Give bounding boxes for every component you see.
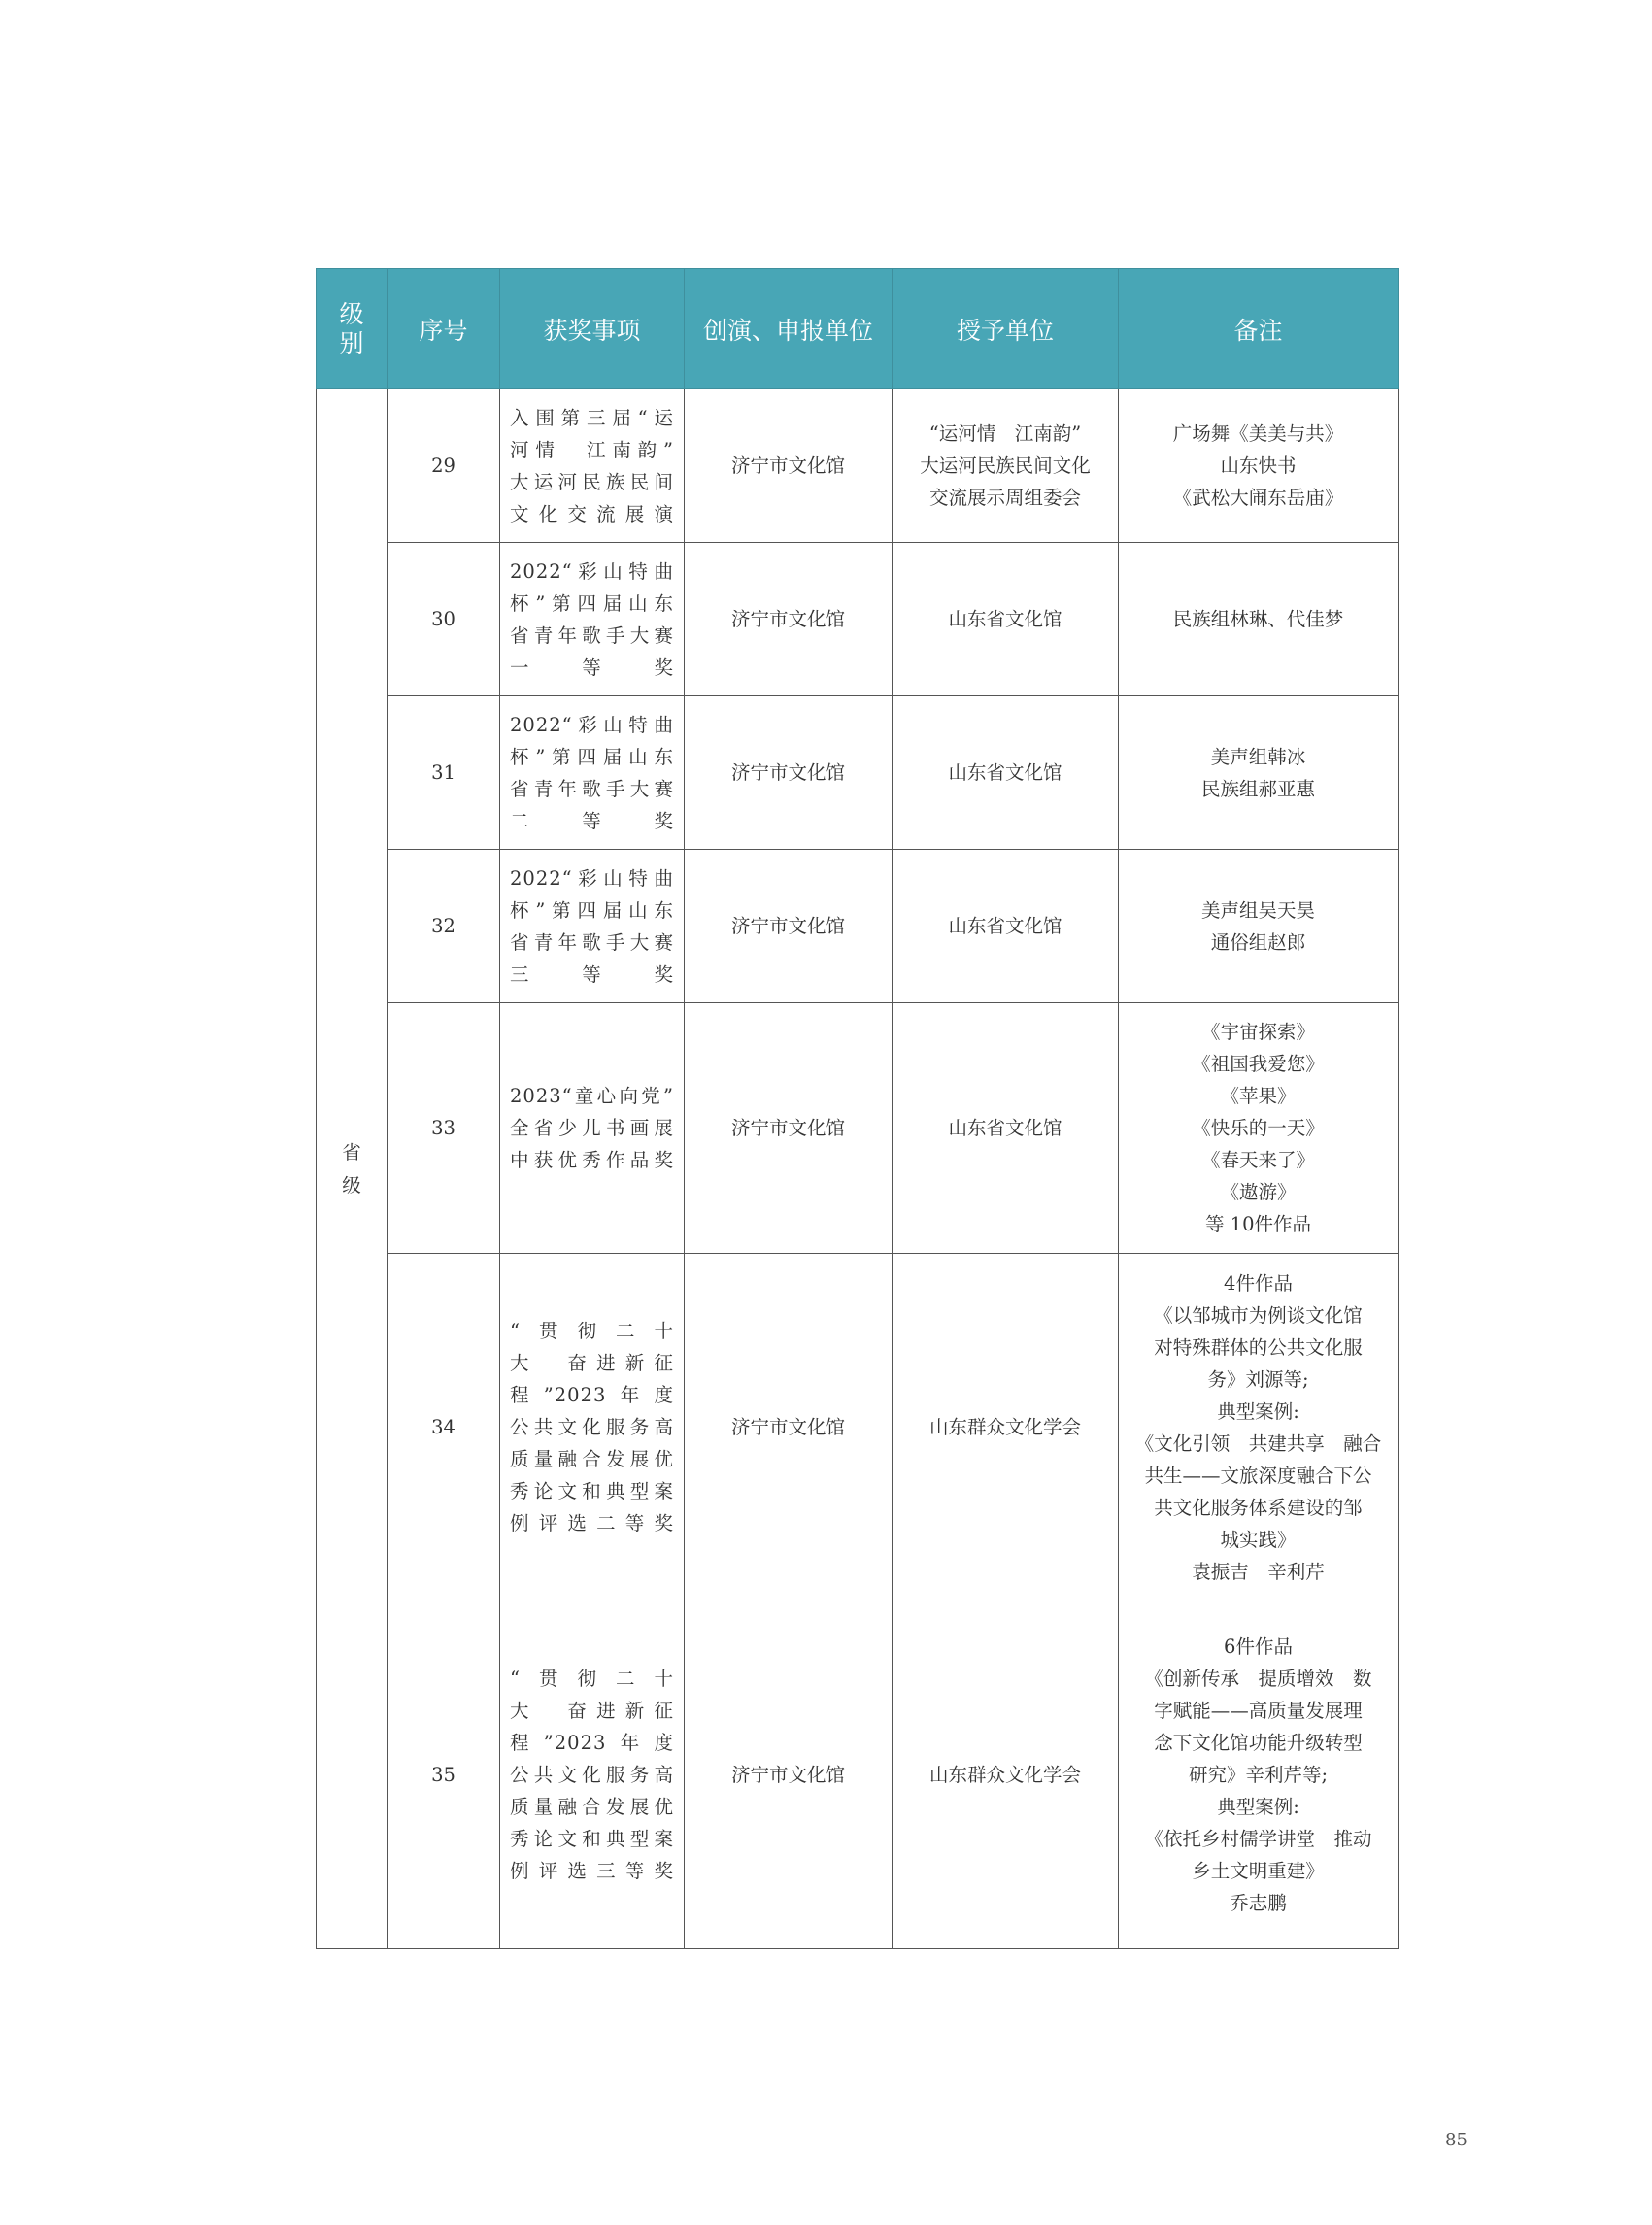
note-line: 《快乐的一天》: [1192, 1117, 1325, 1139]
item-line: 2022“彩山特曲: [510, 713, 674, 736]
award-item-cell: [500, 389, 685, 543]
grantor-line: 山东群众文化学会: [928, 1764, 1081, 1786]
note-cell: [1119, 696, 1399, 850]
level-cell: 省级: [317, 389, 388, 1949]
note-cell: [1119, 1254, 1399, 1601]
grantor-line: 交流展示周组委会: [928, 487, 1081, 509]
awards-table: [316, 268, 1399, 1949]
item-line: 秀论文和典型案: [510, 1480, 674, 1502]
header-level: 级别: [317, 269, 388, 389]
applicant-unit-cell: 济宁市文化馆: [685, 1003, 893, 1254]
grantor-line: 山东省文化馆: [948, 1117, 1062, 1139]
note-line: 共文化服务体系建设的邹: [1154, 1496, 1363, 1519]
note-line: 《以邹城市为例谈文化馆: [1154, 1303, 1363, 1327]
note-line: 《创新传承 提质增效 数: [1144, 1668, 1372, 1690]
item-line: 2023“童心向党”: [510, 1085, 674, 1107]
seq-cell: 34: [388, 1254, 500, 1601]
item-line: 中获优秀作品奖: [510, 1149, 674, 1171]
note-line: 《春天来了》: [1200, 1149, 1315, 1171]
item-line: 例评选三等奖: [510, 1860, 674, 1882]
item-line: 全省少儿书画展: [510, 1117, 674, 1139]
seq-cell: 33: [388, 1003, 500, 1254]
item-line: 程”2023年度: [510, 1384, 674, 1406]
award-item-cell: [500, 1254, 685, 1601]
note-line: 《遨游》: [1220, 1181, 1297, 1203]
applicant-unit-cell: 济宁市文化馆: [685, 1601, 893, 1949]
item-line: 大 奋进新征: [510, 1352, 674, 1374]
award-item-cell: [500, 850, 685, 1003]
grantor-cell: [893, 389, 1119, 543]
item-line: 2022“彩山特曲: [510, 559, 674, 583]
grantor-line: 山东省文化馆: [948, 761, 1062, 784]
item-line: 省青年歌手大赛: [510, 777, 674, 800]
applicant-unit-cell: 济宁市文化馆: [685, 696, 893, 850]
table-body: [317, 389, 1399, 1949]
applicant-unit-cell: 济宁市文化馆: [685, 1254, 893, 1601]
header-seq: 序号: [388, 269, 500, 389]
page-number: 85: [1445, 2130, 1467, 2150]
note-line: 对特殊群体的公共文化服: [1154, 1335, 1363, 1359]
grantor-cell: [893, 1254, 1119, 1601]
header-item: 获奖事项: [500, 269, 685, 389]
note-cell: [1119, 1003, 1399, 1254]
table-row: [317, 543, 1399, 696]
note-line: 典型案例:: [1217, 1399, 1299, 1423]
table-row: [317, 1601, 1399, 1949]
note-line: 乡土文明重建》: [1192, 1860, 1325, 1882]
item-line: 一等奖: [510, 656, 674, 679]
item-line: 省青年歌手大赛: [510, 624, 674, 647]
item-line: 大运河民族民间: [510, 470, 674, 493]
grantor-line: “运河情 江南韵”: [928, 422, 1082, 445]
award-item-cell: [500, 696, 685, 850]
grantor-line: 山东省文化馆: [948, 608, 1062, 630]
note-line: 《苹果》: [1220, 1085, 1297, 1107]
grantor-line: 山东群众文化学会: [928, 1416, 1081, 1438]
item-line: 公共文化服务高: [510, 1764, 674, 1786]
note-line: 《武松大闹东岳庙》: [1172, 487, 1344, 509]
header-note: 备注: [1119, 269, 1399, 389]
note-line: 典型案例:: [1217, 1796, 1299, 1818]
note-cell: [1119, 850, 1399, 1003]
note-line: 《祖国我爱您》: [1192, 1053, 1325, 1075]
header-unit: 创演、申报单位: [685, 269, 893, 389]
item-line: “贯彻二十: [510, 1320, 674, 1342]
table-row: [317, 850, 1399, 1003]
table-header: [317, 269, 1399, 389]
note-line: 《依托乡村儒学讲堂 推动: [1144, 1828, 1372, 1850]
item-line: 文化交流展演: [510, 502, 674, 525]
note-line: 美声组吴天昊: [1200, 898, 1315, 922]
header-grantor: 授予单位: [893, 269, 1119, 389]
note-line: 字赋能——高质量发展理: [1154, 1700, 1363, 1722]
seq-cell: 31: [388, 696, 500, 850]
note-line: 《宇宙探索》: [1200, 1021, 1315, 1043]
item-line: 程”2023年度: [510, 1732, 674, 1754]
item-line: 例评选二等奖: [510, 1512, 674, 1534]
note-line: 4件作品: [1224, 1271, 1293, 1295]
table-row: [317, 389, 1399, 543]
note-line: 民族组林琳、代佳梦: [1172, 608, 1344, 630]
item-line: “贯彻二十: [510, 1668, 674, 1690]
item-line: 杯”第四届山东: [510, 898, 674, 922]
grantor-cell: [893, 1601, 1119, 1949]
item-line: 杯”第四届山东: [510, 745, 674, 768]
note-line: 通俗组赵郎: [1210, 930, 1306, 954]
table-row: [317, 1254, 1399, 1601]
table-row: [317, 1003, 1399, 1254]
item-line: 二等奖: [510, 809, 674, 832]
note-cell: [1119, 1601, 1399, 1949]
grantor-line: 山东省文化馆: [948, 915, 1062, 937]
seq-cell: 32: [388, 850, 500, 1003]
item-line: 质量融合发展优: [510, 1796, 674, 1818]
note-line: 等 10件作品: [1204, 1213, 1311, 1235]
note-line: 广场舞《美美与共》: [1172, 422, 1344, 445]
table-row: [317, 696, 1399, 850]
item-line: 杯”第四届山东: [510, 591, 674, 615]
applicant-unit-cell: 济宁市文化馆: [685, 850, 893, 1003]
note-line: 务》刘源等;: [1207, 1367, 1309, 1391]
award-item-cell: [500, 1601, 685, 1949]
note-line: 共生——文旅深度融合下公: [1144, 1464, 1372, 1487]
note-line: 念下文化馆功能升级转型: [1154, 1732, 1363, 1754]
item-line: 大 奋进新征: [510, 1700, 674, 1722]
note-line: 6件作品: [1224, 1635, 1293, 1658]
note-line: 《文化引领 共建共享 融合: [1134, 1432, 1382, 1455]
item-line: 2022“彩山特曲: [510, 866, 674, 890]
note-line: 袁振吉 辛利芹: [1192, 1560, 1325, 1583]
seq-cell: 30: [388, 543, 500, 696]
grantor-cell: [893, 850, 1119, 1003]
item-line: 省青年歌手大赛: [510, 930, 674, 954]
grantor-cell: [893, 1003, 1119, 1254]
item-line: 公共文化服务高: [510, 1416, 674, 1438]
award-item-cell: [500, 543, 685, 696]
item-line: 质量融合发展优: [510, 1448, 674, 1470]
item-line: 三等奖: [510, 962, 674, 986]
note-line: 民族组郝亚惠: [1200, 777, 1315, 800]
grantor-cell: [893, 543, 1119, 696]
grantor-cell: [893, 696, 1119, 850]
note-line: 城实践》: [1220, 1528, 1297, 1551]
seq-cell: 29: [388, 389, 500, 543]
seq-cell: 35: [388, 1601, 500, 1949]
item-line: 河情 江南韵”: [510, 438, 674, 461]
note-line: 美声组韩冰: [1210, 745, 1306, 768]
applicant-unit-cell: 济宁市文化馆: [685, 389, 893, 543]
note-line: 乔志鹏: [1230, 1892, 1287, 1914]
item-line: 秀论文和典型案: [510, 1828, 674, 1850]
note-cell: [1119, 543, 1399, 696]
grantor-line: 大运河民族民间文化: [920, 455, 1091, 477]
note-line: 研究》辛利芹等;: [1188, 1764, 1329, 1786]
note-cell: [1119, 389, 1399, 543]
note-line: 山东快书: [1220, 455, 1297, 477]
applicant-unit-cell: 济宁市文化馆: [685, 543, 893, 696]
item-line: 入围第三届“运: [510, 406, 674, 429]
award-item-cell: [500, 1003, 685, 1254]
